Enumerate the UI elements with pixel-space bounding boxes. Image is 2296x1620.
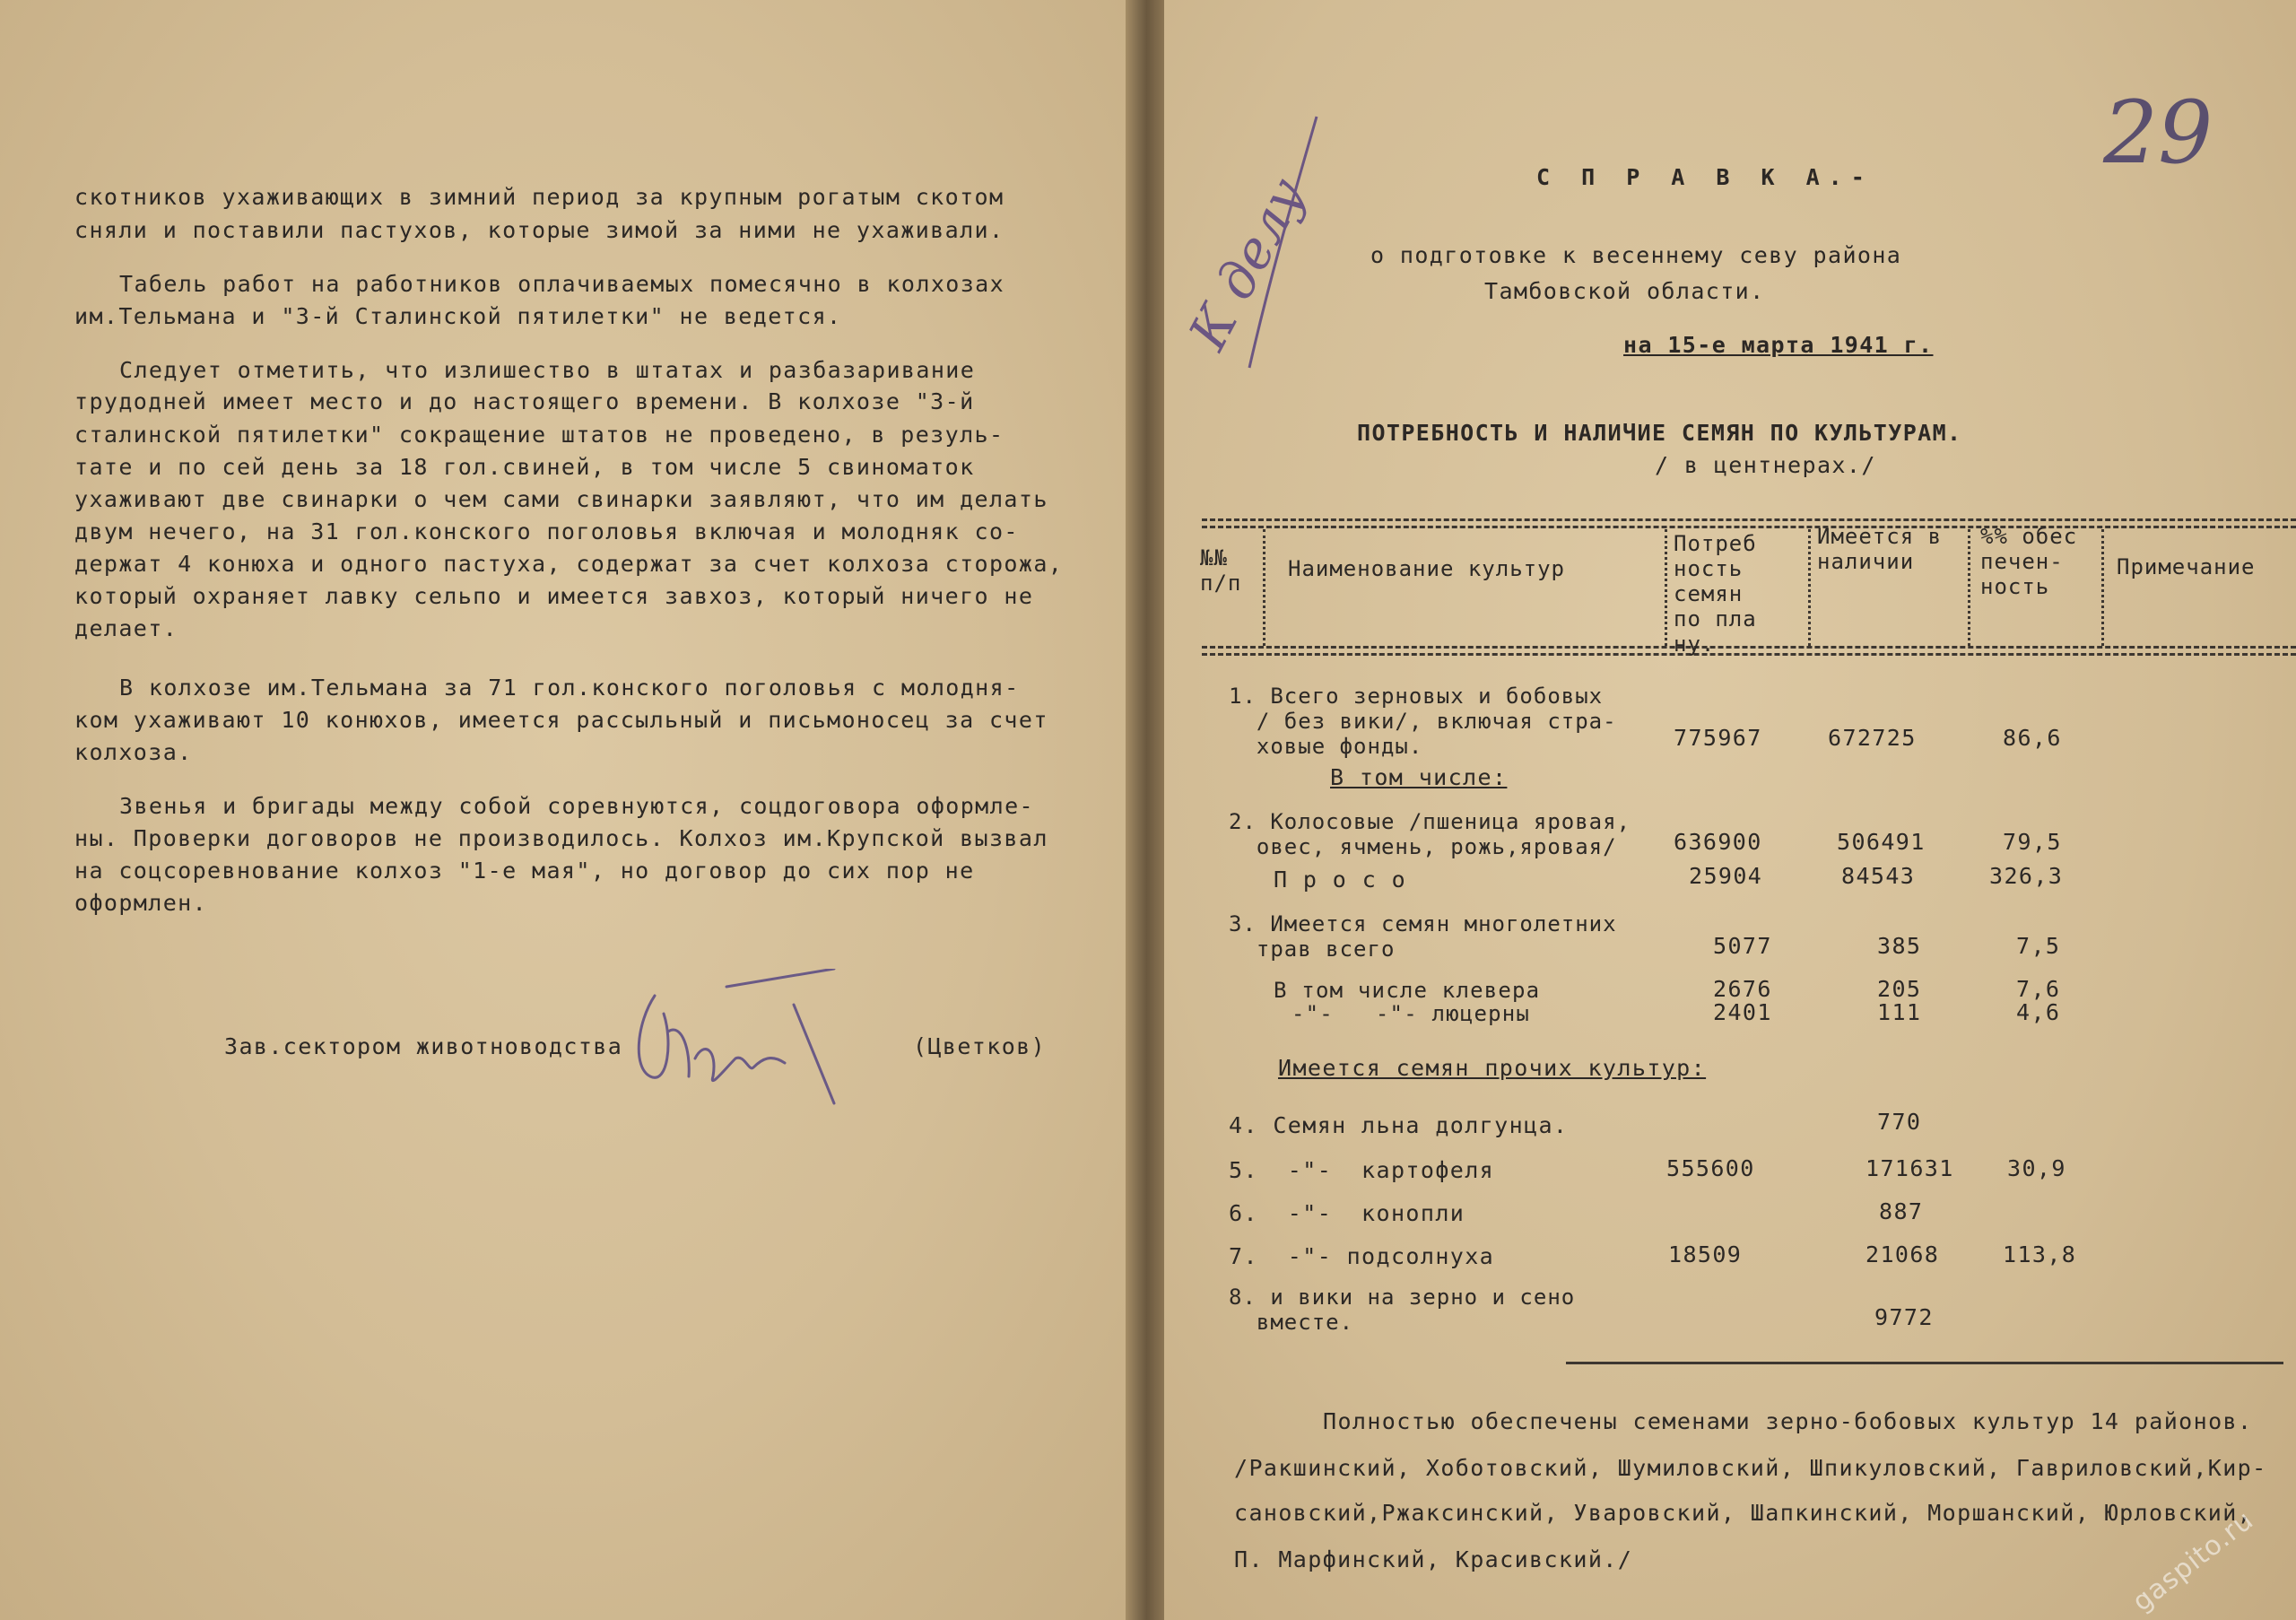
doc-date: на 15-е марта 1941 г. — [1623, 332, 1934, 358]
col-divider-5 — [2101, 529, 2104, 646]
table-top-rule — [1202, 518, 2296, 521]
row-millet-need: 25904 — [1689, 863, 1763, 889]
pencil-stroke — [1218, 108, 1326, 377]
row-8-label: 8. и вики на зерно и сено вместе. — [1229, 1285, 1576, 1335]
row-other-label: Имеется семян прочих культур: — [1278, 1055, 1707, 1081]
left-line-19: на соцсоревнование колхоз "1-е мая", но договор до сих пор не — [74, 858, 975, 884]
row-7-pct: 113,8 — [2003, 1241, 2077, 1267]
row-1-label: 1. Всего зерновых и бобовых / без вики/, включая стра- ховые фонды. — [1229, 684, 1617, 759]
row-6-have: 887 — [1879, 1198, 1924, 1224]
left-line-16: колхоза. — [74, 739, 193, 765]
left-line-10: двум нечего, на 31 гол.конского поголовья включая и молодняк со- — [74, 518, 1019, 544]
left-line-4: им.Тельмана и "3-й Сталинской пятилетки" не ведется. — [74, 303, 842, 329]
row-5-have: 171631 — [1866, 1155, 1954, 1181]
left-line-8: тате и по сей день за 18 гол.свиней, в том числе 5 свиноматок — [74, 454, 975, 480]
row-5-label: 5. -"- картофеля — [1229, 1157, 1495, 1183]
header-need: Потреб ность семян по пла ну. — [1674, 531, 1757, 657]
table-bottom-rule — [1566, 1362, 2283, 1364]
row-2-need: 636900 — [1674, 829, 1762, 855]
closing-line-2: /Ракшинский, Хоботовский, Шумиловский, Шпикуловский, Гавриловский,Кир- — [1234, 1455, 2267, 1481]
left-line-7: сталинской пятилетки" сокращение штатов не проведено, в резуль- — [74, 422, 1004, 448]
signature-name: (Цветков) — [913, 1033, 1047, 1059]
row-clover-need: 2676 — [1713, 976, 1772, 1002]
left-line-5: Следует отметить, что излишество в штатах и разбазаривание — [119, 357, 976, 383]
left-line-3: Табель работ на работников оплачиваемых помесячно в колхозах — [119, 271, 1005, 297]
resolution-note: К делу — [1177, 168, 1318, 360]
left-line-13: делает. — [74, 615, 178, 641]
watermark: gaspito.ru — [2126, 1504, 2260, 1618]
row-in-total-label: В том числе: — [1330, 764, 1508, 790]
left-page — [0, 0, 1126, 1620]
row-1-have: 672725 — [1828, 725, 1917, 751]
row-7-need: 18509 — [1668, 1241, 1743, 1267]
row-3-pct: 7,5 — [2016, 933, 2061, 959]
left-line-2: сняли и поставили пастухов, которые зимой за ними не ухаживали. — [74, 217, 1004, 243]
row-clover-pct: 7,6 — [2016, 976, 2061, 1002]
left-line-14: В колхозе им.Тельмана за 71 гол.конского поголовья с молодня- — [119, 675, 1020, 701]
row-lucerne-label: -"- -"- люцерны — [1292, 1001, 1531, 1026]
handwritten-signature — [619, 969, 852, 1112]
left-line-18: ны. Проверки договоров не производилось. Колхоз им.Крупской вызвал — [74, 825, 1048, 851]
closing-line-4: П. Марфинский, Красивский./ — [1234, 1546, 1633, 1572]
left-line-15: ком ухаживают 10 конюхов, имеется рассыльный и письмоносец за счет — [74, 707, 1048, 733]
left-line-20: оформлен. — [74, 890, 208, 916]
row-lucerne-need: 2401 — [1713, 999, 1772, 1025]
col-divider-3 — [1808, 529, 1811, 646]
left-line-11: держат 4 конюха и одного пастуха, содержат за счет колхоза сторожа, — [74, 551, 1064, 577]
doc-subtitle-1: о подготовке к весеннему севу района — [1370, 242, 1902, 268]
book-gutter — [1126, 0, 1164, 1620]
left-line-1: скотников ухаживающих в зимний период за крупным рогатым скотом — [74, 184, 1004, 210]
closing-line-3: сановский,Ржаксинский, Уваровский, Шапкинский, Моршанский, Юрловский, — [1234, 1500, 2253, 1526]
left-line-12: который охраняет лавку сельпо и имеется завхоз, который ничего не — [74, 583, 1034, 609]
header-note: Примечание — [2117, 554, 2256, 579]
row-7-have: 21068 — [1866, 1241, 1940, 1267]
row-3-need: 5077 — [1713, 933, 1772, 959]
signature-position: Зав.сектором животноводства — [224, 1033, 623, 1059]
row-3-have: 385 — [1877, 933, 1922, 959]
row-7-label: 7. -"- подсолнуха — [1229, 1243, 1495, 1269]
row-6-label: 6. -"- конопли — [1229, 1200, 1465, 1226]
row-clover-have: 205 — [1877, 976, 1922, 1002]
left-line-6: трудодней имеет место и до настоящего времени. В колхозе "3-й — [74, 388, 975, 414]
header-num: №№ п/п — [1200, 545, 1242, 596]
row-lucerne-pct: 4,6 — [2016, 999, 2061, 1025]
header-pct: %% обес печен- ность — [1980, 524, 2078, 599]
row-5-need: 555600 — [1666, 1155, 1755, 1181]
row-2-have: 506491 — [1837, 829, 1926, 855]
row-1-pct: 86,6 — [2003, 725, 2062, 751]
row-lucerne-have: 111 — [1877, 999, 1922, 1025]
units-note: / в центнерах./ — [1655, 452, 1876, 478]
row-4-label: 4. Семян льна долгунца. — [1229, 1112, 1569, 1138]
left-line-17: Звенья и бригады между собой соревнуются, соцдоговора оформле- — [119, 793, 1034, 819]
header-have: Имеется в наличии — [1817, 524, 1943, 574]
row-3-label: 3. Имеется семян многолетних трав всего — [1229, 911, 1617, 962]
row-clover-label: В том числе клевера — [1274, 978, 1541, 1003]
row-4-have: 770 — [1877, 1109, 1922, 1135]
row-millet-pct: 326,3 — [1989, 863, 2064, 889]
row-2-pct: 79,5 — [2003, 829, 2062, 855]
doc-title: С П Р А В К А.- — [1536, 164, 1874, 190]
page-number: 29 — [2103, 83, 2213, 183]
left-line-9: ухаживают две свинарки о чем сами свинарки заявляют, что им делать — [74, 486, 1048, 512]
row-1-need: 775967 — [1674, 725, 1762, 751]
doc-subtitle-2: Тамбовской области. — [1484, 278, 1765, 304]
right-page — [1164, 0, 2296, 1620]
closing-line-1: Полностью обеспечены семенами зерно-бобовых культур 14 районов. — [1323, 1408, 2253, 1434]
header-name: Наименование культур — [1288, 556, 1565, 581]
row-5-pct: 30,9 — [2007, 1155, 2066, 1181]
section-title: ПОТРЕБНОСТЬ И НАЛИЧИЕ СЕМЯН ПО КУЛЬТУРАМ. — [1357, 420, 1962, 446]
col-divider-1 — [1263, 529, 1265, 646]
row-millet-have: 84543 — [1841, 863, 1916, 889]
row-millet-label: П р о с о — [1274, 867, 1407, 893]
col-divider-4 — [1968, 529, 1970, 646]
row-2-label: 2. Колосовые /пшеница яровая, овес, ячмень, рожь,яровая/ — [1229, 809, 1631, 859]
table-top-rule-2 — [1202, 526, 2296, 528]
col-divider-2 — [1665, 529, 1667, 646]
row-8-have: 9772 — [1874, 1304, 1934, 1330]
